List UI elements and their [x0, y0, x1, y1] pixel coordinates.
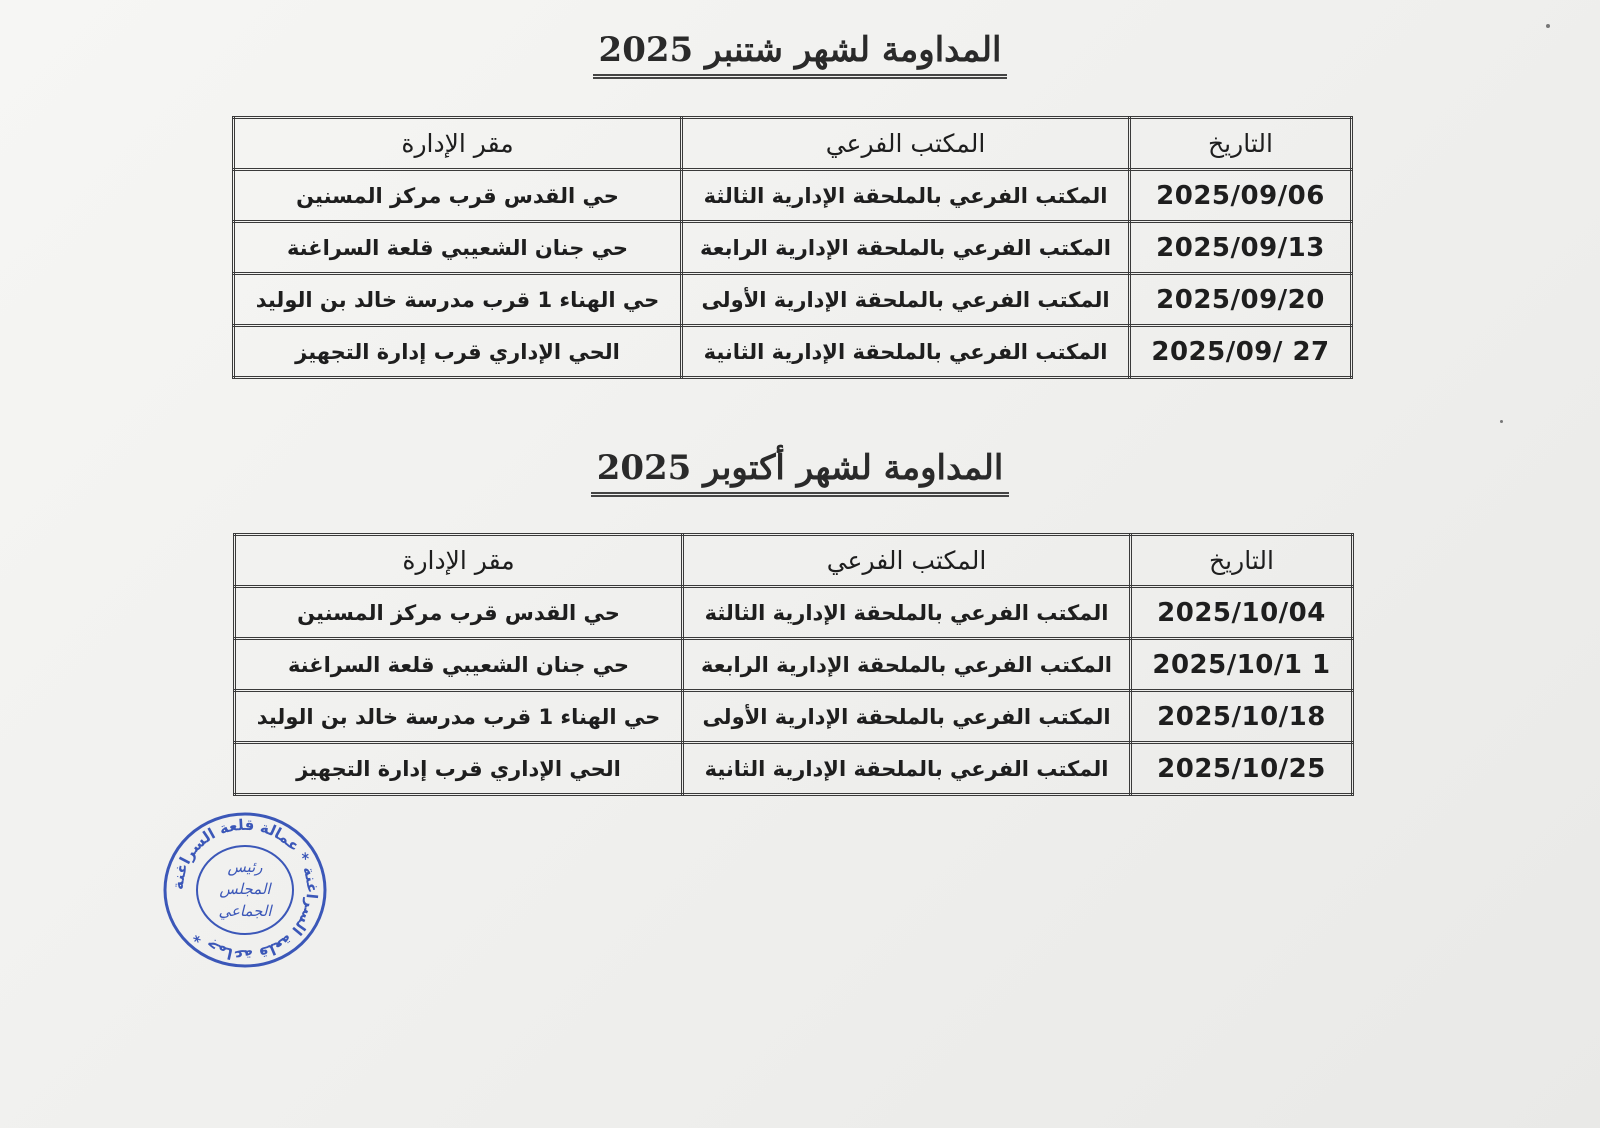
- section-title-wrap: [0, 448, 1600, 497]
- schedule-table-september: [232, 116, 1353, 379]
- paper-speck: [1500, 420, 1503, 423]
- section-title-september: المداومة لشهر شتنبر 2025: [593, 30, 1008, 79]
- table-header-row: [234, 118, 1352, 170]
- cell-office: المكتب الفرعي بالملحقة الإدارية الثالثة: [682, 170, 1130, 222]
- header-hq: مقر الإدارة: [235, 535, 683, 587]
- cell-date: 2025/10/18: [1131, 691, 1353, 743]
- header-date: التاريخ: [1130, 118, 1352, 170]
- cell-date: 2025/09/06: [1130, 170, 1352, 222]
- section-title-wrap: [0, 30, 1600, 79]
- cell-office: المكتب الفرعي بالملحقة الإدارية الرابعة: [682, 222, 1130, 274]
- header-hq: مقر الإدارة: [234, 118, 682, 170]
- stamp-inner-line: المجلس: [219, 880, 271, 898]
- cell-date: 2025/09/20: [1130, 274, 1352, 326]
- cell-office: المكتب الفرعي بالملحقة الإدارية الأولى: [683, 691, 1131, 743]
- table-header-row: [235, 535, 1353, 587]
- cell-hq: حي الهناء 1 قرب مدرسة خالد بن الوليد: [234, 274, 682, 326]
- cell-date: 2025/10/1 1: [1131, 639, 1353, 691]
- stamp-inner-line: رئيس: [227, 858, 263, 876]
- table-row: [235, 743, 1353, 795]
- table-row: [234, 170, 1352, 222]
- cell-office: المكتب الفرعي بالملحقة الإدارية الثالثة: [683, 587, 1131, 639]
- cell-date: 2025/10/25: [1131, 743, 1353, 795]
- stamp-ring-text: جماعة قلعة السراغنة * عمالة قلعة السراغنة *: [168, 815, 322, 965]
- cell-hq: حي القدس قرب مركز المسنين: [234, 170, 682, 222]
- cell-hq: حي جنان الشعيبي قلعة السراغنة: [234, 222, 682, 274]
- table-row: [234, 222, 1352, 274]
- cell-hq: حي القدس قرب مركز المسنين: [235, 587, 683, 639]
- header-office: المكتب الفرعي: [683, 535, 1131, 587]
- section-title-october: المداومة لشهر أكتوبر 2025: [591, 448, 1010, 497]
- table-row: [234, 326, 1352, 378]
- cell-office: المكتب الفرعي بالملحقة الإدارية الثانية: [683, 743, 1131, 795]
- schedule-table-october: [233, 533, 1354, 796]
- stamp-inner-line: الجماعي: [218, 902, 272, 920]
- paper-speck: [1546, 24, 1550, 28]
- table-row: [235, 587, 1353, 639]
- header-office: المكتب الفرعي: [682, 118, 1130, 170]
- cell-date: 2025/09/ 27: [1130, 326, 1352, 378]
- cell-office: المكتب الفرعي بالملحقة الإدارية الرابعة: [683, 639, 1131, 691]
- cell-office: المكتب الفرعي بالملحقة الإدارية الثانية: [682, 326, 1130, 378]
- cell-date: 2025/10/04: [1131, 587, 1353, 639]
- cell-hq: حي الهناء 1 قرب مدرسة خالد بن الوليد: [235, 691, 683, 743]
- cell-date: 2025/09/13: [1130, 222, 1352, 274]
- cell-hq: الحي الإداري قرب إدارة التجهيز: [235, 743, 683, 795]
- table-row: [234, 274, 1352, 326]
- cell-hq: حي جنان الشعيبي قلعة السراغنة: [235, 639, 683, 691]
- table-row: [235, 639, 1353, 691]
- table-row: [235, 691, 1353, 743]
- cell-hq: الحي الإداري قرب إدارة التجهيز: [234, 326, 682, 378]
- official-stamp: [160, 810, 330, 970]
- cell-office: المكتب الفرعي بالملحقة الإدارية الأولى: [682, 274, 1130, 326]
- header-date: التاريخ: [1131, 535, 1353, 587]
